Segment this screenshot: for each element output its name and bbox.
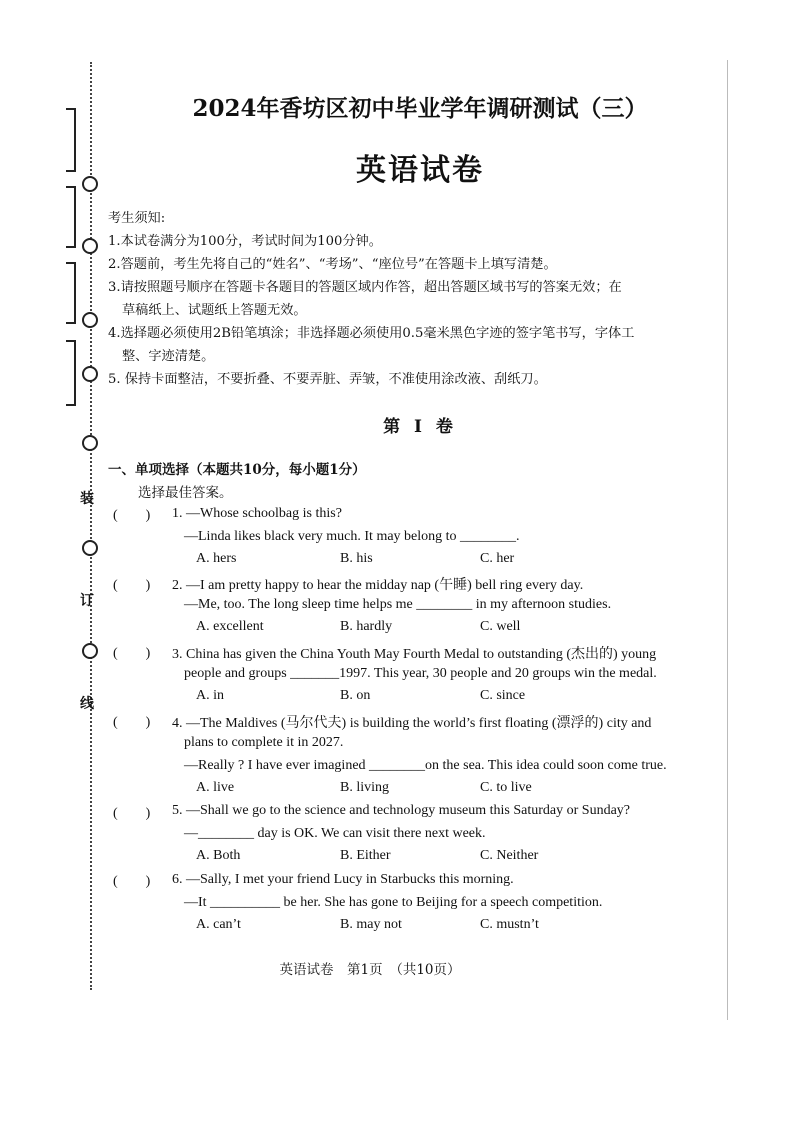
binding-hole-icon <box>82 176 98 192</box>
question-line: —Me, too. The long sleep time helps me ________ in my afternoon studies. <box>184 597 612 612</box>
notice-item: 5. 保持卡面整洁，不要折叠、不要弄脏、弄皱，不准使用涂改液、刮纸刀。 <box>108 372 547 387</box>
part-heading: 一、单项选择（本题共10分，每小题1分） <box>108 462 366 478</box>
answer-paren[interactable]: ( ) <box>113 715 151 730</box>
section-title: 第 I 卷 <box>383 417 457 437</box>
question-line: —________ day is OK. We can visit there next week. <box>184 826 486 841</box>
option-b[interactable]: B. his <box>340 551 373 566</box>
option-a[interactable]: A. hers <box>196 551 237 566</box>
answer-paren[interactable]: ( ) <box>113 874 151 889</box>
page-footer: 英语试卷 第1页 （共10页） <box>279 962 461 978</box>
question-stem: 1. —Whose schoolbag is this? <box>172 506 342 521</box>
notice-item: 3.请按照题号顺序在答题卡各题目的答题区域内作答，超出答题区域书写的答案无效；在 <box>108 280 622 295</box>
option-c[interactable]: C. Neither <box>480 848 539 863</box>
question-stem: 4. —The Maldives (马尔代夫) is building the world’s first floating (漂浮的) city and <box>172 716 652 731</box>
question-line: —Linda likes black very much. It may belong to ________. <box>184 529 520 544</box>
exam-subtitle: 英语试卷 <box>356 153 484 188</box>
notice-item: 整、字迹清楚。 <box>122 349 215 364</box>
question-stem: 6. —Sally, I met your friend Lucy in Starbucks this morning. <box>172 872 514 887</box>
answer-paren[interactable]: ( ) <box>113 508 151 523</box>
option-c[interactable]: C. mustn’t <box>480 917 539 932</box>
answer-paren[interactable]: ( ) <box>113 578 151 593</box>
notice-item: 1.本试卷满分为100分，考试时间为100分钟。 <box>108 234 382 249</box>
part-instruction: 选择最佳答案。 <box>138 485 233 501</box>
option-c[interactable]: C. to live <box>480 780 532 795</box>
option-a[interactable]: A. Both <box>196 848 241 863</box>
notice-heading: 考生须知: <box>108 211 166 226</box>
option-c[interactable]: C. since <box>480 688 526 703</box>
notice-item: 4.选择题必须使用2B铅笔填涂；非选择题必须使用0.5毫米黑色字迹的签字笔书写，字体工 <box>108 326 635 341</box>
exam-title: 2024年香坊区初中毕业学年调研测试（三） <box>192 95 648 122</box>
question-line: plans to complete it in 2027. <box>184 735 344 750</box>
question-line: —It __________ be her. She has gone to Beijing for a speech competition. <box>184 895 603 910</box>
option-a[interactable]: A. excellent <box>196 619 264 634</box>
binding-hole-icon <box>82 366 98 382</box>
binding-bracket <box>66 186 76 248</box>
binding-bracket <box>66 340 76 406</box>
binding-bracket <box>66 262 76 324</box>
binding-bracket <box>66 108 76 172</box>
question-line: —Really ? I have ever imagined ________on the sea. This idea could soon come true. <box>184 758 667 773</box>
answer-paren[interactable]: ( ) <box>113 806 151 821</box>
binding-hole-icon <box>82 643 98 659</box>
option-c[interactable]: C. well <box>480 619 521 634</box>
binding-dotted-line <box>90 62 92 990</box>
binding-hole-icon <box>82 435 98 451</box>
answer-paren[interactable]: ( ) <box>113 646 151 661</box>
page-edge-line <box>727 60 728 1020</box>
question-stem: 3. China has given the China Youth May Fourth Medal to outstanding (杰出的) young <box>172 647 657 662</box>
question-stem: 5. —Shall we go to the science and technology museum this Saturday or Sunday? <box>172 803 631 818</box>
binding-hole-icon <box>82 540 98 556</box>
notice-item: 2.答题前，考生先将自己的“姓名”、“考场”、“座位号”在答题卡上填写清楚。 <box>108 257 557 272</box>
option-b[interactable]: B. may not <box>340 917 402 932</box>
binding-char: 装 <box>80 491 94 507</box>
option-b[interactable]: B. living <box>340 780 390 795</box>
binding-char: 线 <box>80 696 94 712</box>
option-b[interactable]: B. on <box>340 688 371 703</box>
binding-hole-icon <box>82 312 98 328</box>
option-a[interactable]: A. in <box>196 688 224 703</box>
binding-hole-icon <box>82 238 98 254</box>
question-line: people and groups _______1997. This year, 30 people and 20 groups win the medal. <box>184 666 657 681</box>
option-b[interactable]: B. hardly <box>340 619 393 634</box>
option-b[interactable]: B. Either <box>340 848 391 863</box>
notice-item: 草稿纸上、试题纸上答题无效。 <box>122 303 307 318</box>
binding-char: 订 <box>80 593 94 609</box>
option-a[interactable]: A. can’t <box>196 917 241 932</box>
option-a[interactable]: A. live <box>196 780 235 795</box>
option-c[interactable]: C. her <box>480 551 515 566</box>
question-stem: 2. —I am pretty happy to hear the midday nap (午睡) bell ring every day. <box>172 578 584 593</box>
